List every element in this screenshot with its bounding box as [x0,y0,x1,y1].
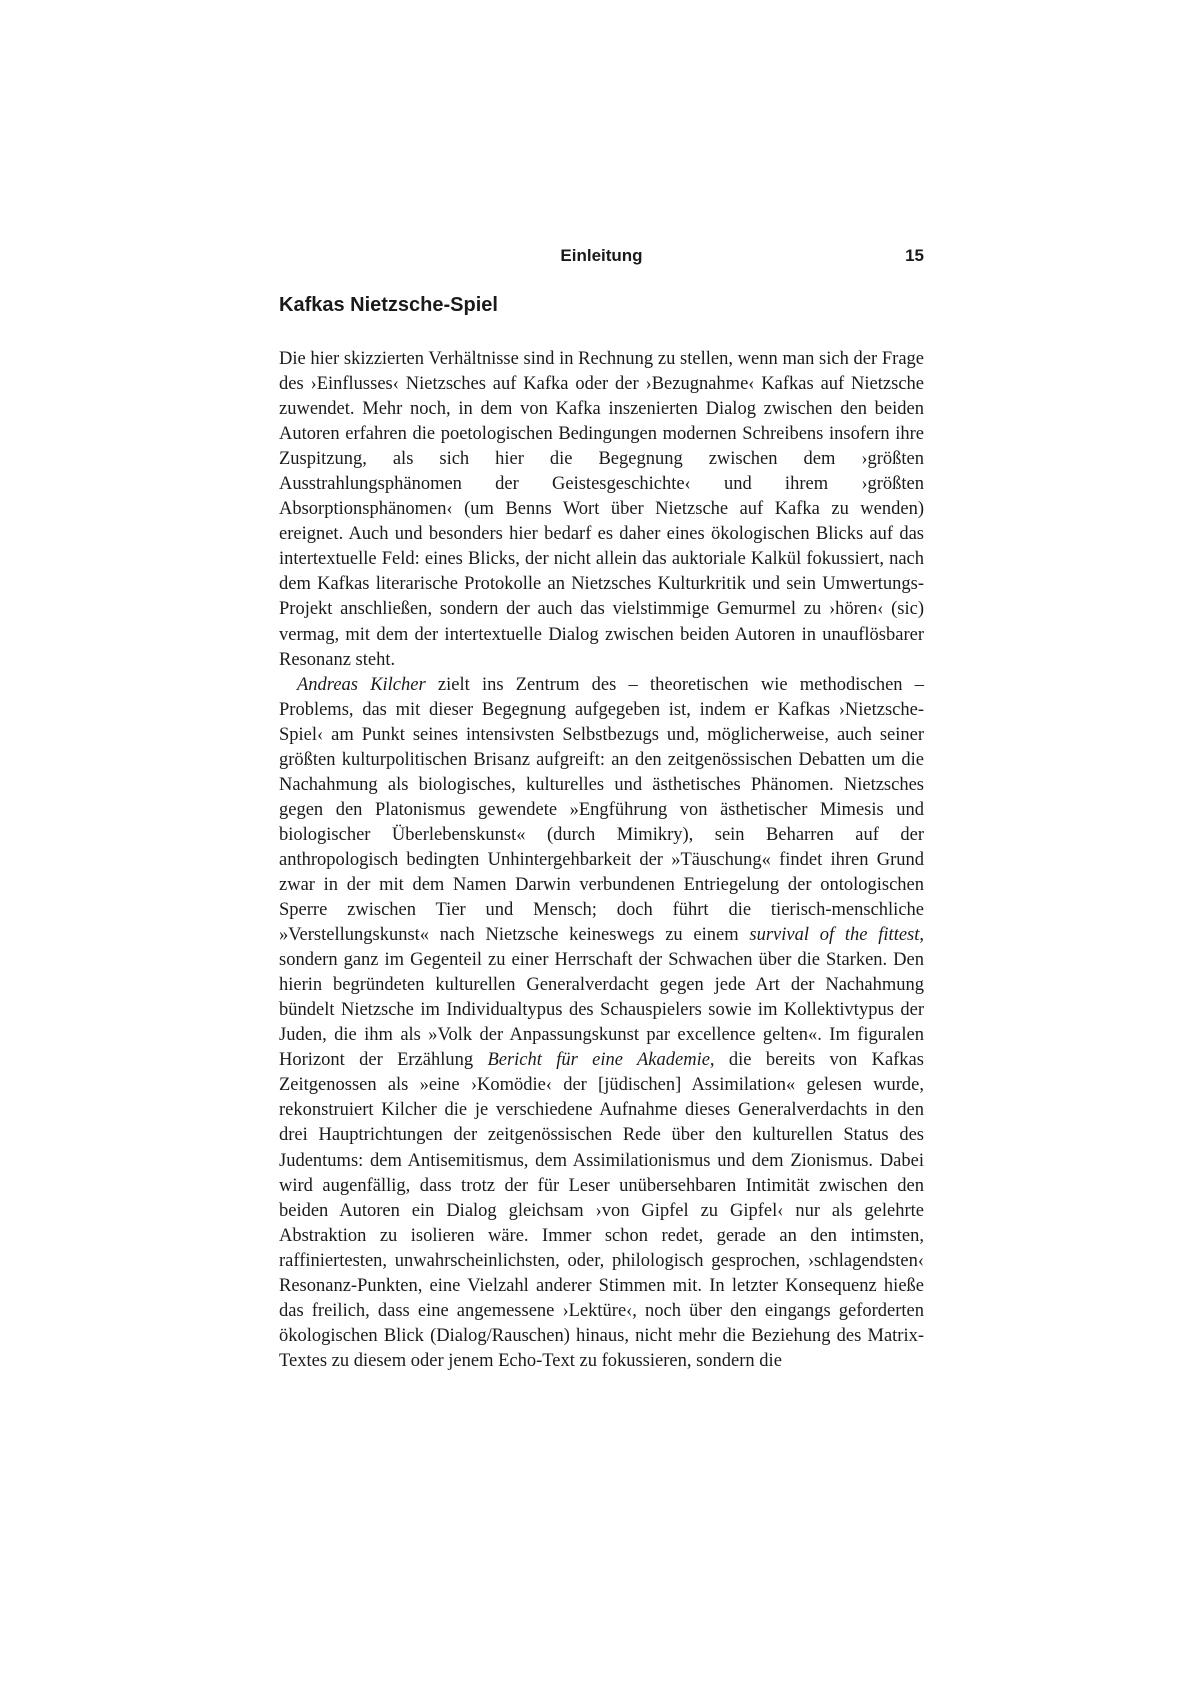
running-title: Einleitung [560,246,643,265]
paragraph-2-text-2: , sondern ganz im Gegenteil zu einer Herrschaft der Schwachen über die Starken. Den hierin begründeten kulturellen Generalverdacht gegen jede Art der Nachahmung bündelt Nietzsche im Individualtypus des Schauspielers sowie im Kollektivtypus der Juden, die ihm als »Volk der Anpassungskunst par excellence gelten«. Im figuralen Horizont der Erzählung [279,925,925,1071]
paragraph-2-text-3: , die bereits von Kafkas Zeitgenossen als »eine ›Komödie‹ der [jüdischen] Assimilation« gelesen wurde, rekonstruiert Kilcher die je verschiedene Aufnahme dieses Generalverdachts in den drei Hauptrichtungen der zeitgenössischen Rede über den kulturellen Status des Judentums: dem Antisemitismus, dem Assimilationismus und dem Zionismus. Dabei wird augenfällig, dass trotz der für Leser unübersehbaren Intimität zwischen den beiden Autoren ein Dialog gleichsam ›von Gipfel zu Gipfel‹ nur als gelehrte Abstraktion zu isolieren wäre. Immer schon redet, gerade an den intimsten, raffiniertesten, unwahrscheinlichsten, oder, philologisch gesprochen, ›schlagendsten‹ Resonanz-Punkten, eine Vielzahl anderer Stimmen mit. In letzter Konsequenz hieße das freilich, dass eine angemessene ›Lektüre‹, noch über den eingangs geforderten ökologischen Blick (Dialog/Rauschen) hinaus, nicht mehr die Beziehung des Matrix-Textes zu diesem oder jenem Echo-Text zu fokussieren, sondern die [279,1050,924,1371]
work-title-italic: Bericht für eine Akademie [487,1050,710,1071]
paragraph-2-text-1: zielt ins Zentrum des – theoretischen wie methodischen – Problems, das mit dieser Begegnung aufgegeben ist, indem er Kafkas ›Nietzsche-Spiel‹ am Punkt seines intensivsten Selbstbezugs und, möglicherweise, auch seiner größten kulturpolitischen Brisanz aufgreift: an den zeitgenössischen Debatten um die Nachahmung als biologisches, kulturelles und ästhetisches Phänomen. Nietzsches gegen den Platonismus gewendete »Engführung von ästhetischer Mimesis und biologischer Überlebenskunst« (durch Mimikry), sein Beharren auf der anthropologisch bedingten Unhintergehbarkeit der »Täuschung« findet ihren Grund zwar in der mit dem Namen Darwin verbundenen Entriegelung der ontologischen Sperre zwischen Tier und Mensch; doch führt die tierisch-menschliche »Verstellungskunst« nach Nietzsche keineswegs zu einem [279,674,924,946]
page-number: 15 [905,246,924,265]
author-name-italic: Andreas Kilcher [297,674,426,695]
paragraph-1: Die hier skizzierten Verhältnisse sind in Rechnung zu stellen, wenn man sich der Frage des ›Einflusses‹ Nietzsches auf Kafka oder der ›Bezugnahme‹ Kafkas auf Nietzsche zuwendet. Mehr noch, in dem von Kafka inszenierten Dialog zwischen den beiden Autoren erfahren die poetologischen Bedingungen modernen Schreibens insofern ihre Zuspitzung, als sich hier die Begegnung zwischen dem ›größten Ausstrahlungsphänomen der Geistesgeschichte‹ und ihrem ›größten Absorptionsphänomen‹ (um Benns Wort über Nietzsche auf Kafka zu wenden) ereignet. Auch und besonders hier bedarf es daher eines ökologischen Blicks auf das intertextuelle Feld: eines Blicks, der nicht allein das auktoriale Kalkül fokussiert, nach dem Kafkas literarische Protokolle an Nietzsches Kulturkritik und sein Umwertungs-Projekt anschließen, sondern der auch das vielstimmige Gemurmel zu ›hören‹ (sic) vermag, mit dem der intertextuelle Dialog zwischen beiden Autoren in unauflösbarer Resonanz steht. [279,349,924,670]
section-heading: Kafkas Nietzsche-Spiel [279,294,498,316]
italic-phrase: survival of the fittest [749,925,920,946]
body-text [279,347,924,1374]
running-header [279,246,924,272]
paragraph-2 [279,673,924,1374]
